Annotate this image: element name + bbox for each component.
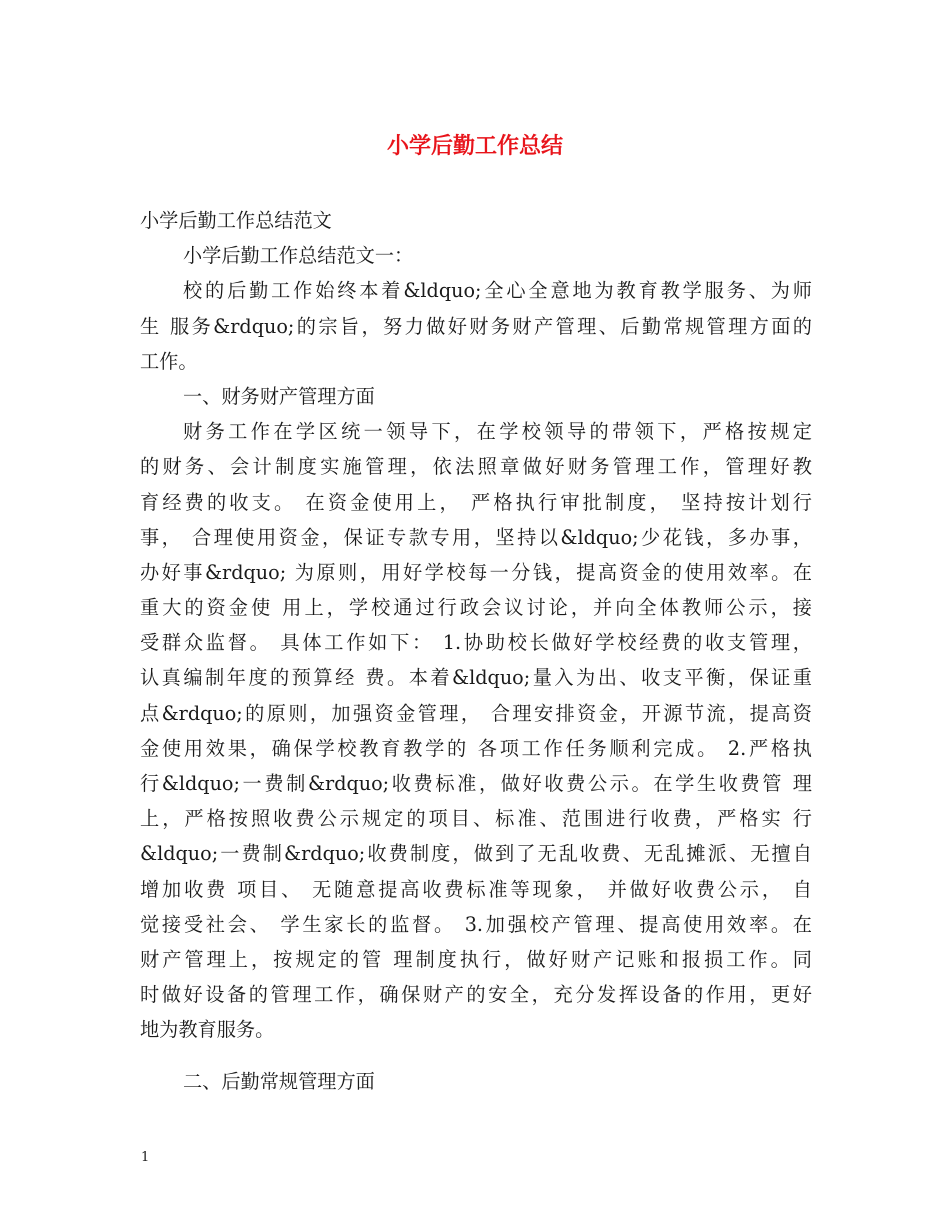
paragraph-line: 受群众监督。 具体工作如下： 1.协助校长做好学校经费的收支管理， <box>140 631 812 655</box>
paragraph-line: &ldquo;一费制&rdquo;收费制度，做到了无乱收费、无乱摊派、无擅自 <box>140 842 812 866</box>
document-title: 小学后勤工作总结 <box>386 134 563 159</box>
section-heading-line: 一、财务财产管理方面 <box>183 384 375 408</box>
paragraph-line: 点&rdquo;的原则，加强资金管理， 合理安排资金，开源节流，提高资 <box>140 701 812 725</box>
paragraph-line: 行&ldquo;一费制&rdquo;收费标准，做好收费公示。在学生收费管 理 <box>140 772 812 795</box>
paragraph-line: 时做好设备的管理工作，确保财产的安全，充分发挥设备的作用，更好 <box>140 983 812 1007</box>
subtitle-line: 小学后勤工作总结范文 <box>140 209 332 232</box>
paragraph-line: 工作。 <box>140 349 198 373</box>
section-heading-line: 小学后勤工作总结范文一： <box>183 244 414 268</box>
paragraph-line: 育经费的收支。 在资金使用上， 严格执行审批制度， 坚持按计划行 <box>140 490 812 514</box>
paragraph-line: 重大的资金使 用上，学校通过行政会议讨论，并向全体教师公示，接 <box>140 596 812 620</box>
paragraph-line: 增加收费 项目、 无随意提高收费标准等现象， 并做好收费公示， 自 <box>140 877 812 901</box>
paragraph-spacer <box>140 1048 812 1064</box>
paragraph-line: 财产管理上，按规定的管 理制度执行，做好财产记账和报损工作。同 <box>140 947 812 971</box>
paragraph-line: 金使用效果，确保学校教育教学的 各项工作任务顺利完成。 2.严格执 <box>140 736 812 760</box>
paragraph-line: 的财务、会计制度实施管理，依法照章做好财务管理工作，管理好教 <box>140 455 812 479</box>
paragraph-line: 生 服务&rdquo;的宗旨，努力做好财务财产管理、后勤常规管理方面的 <box>140 314 812 338</box>
paragraph-line: 财务工作在学区统一领导下，在学校领导的带领下，严格按规定 <box>183 420 812 444</box>
paragraph-line: 上，严格按照收费公示规定的项目、标准、范围进行收费，严格实 行 <box>140 807 812 831</box>
paragraph-line: 地为教育服务。 <box>140 1018 275 1042</box>
paragraph-line: 办好事&rdquo; 为原则，用好学校每一分钱，提高资金的使用效率。在 <box>140 560 812 584</box>
paragraph-line: 校的后勤工作始终本着&ldquo;全心全意地为教育教学服务、为师 <box>183 279 812 303</box>
section-heading-line: 二、后勤常规管理方面 <box>183 1069 375 1093</box>
paragraph-line: 觉接受社会、 学生家长的监督。 3.加强校产管理、提高使用效率。在 <box>140 912 812 936</box>
document-body <box>140 203 812 1099</box>
paragraph-line: 事， 合理使用资金，保证专款专用，坚持以&ldquo;少花钱，多办事， <box>140 525 812 549</box>
paragraph-line: 认真编制年度的预算经 费。本着&ldquo;量入为出、收支平衡，保证重 <box>140 666 812 690</box>
page-number: 1 <box>141 1150 150 1165</box>
